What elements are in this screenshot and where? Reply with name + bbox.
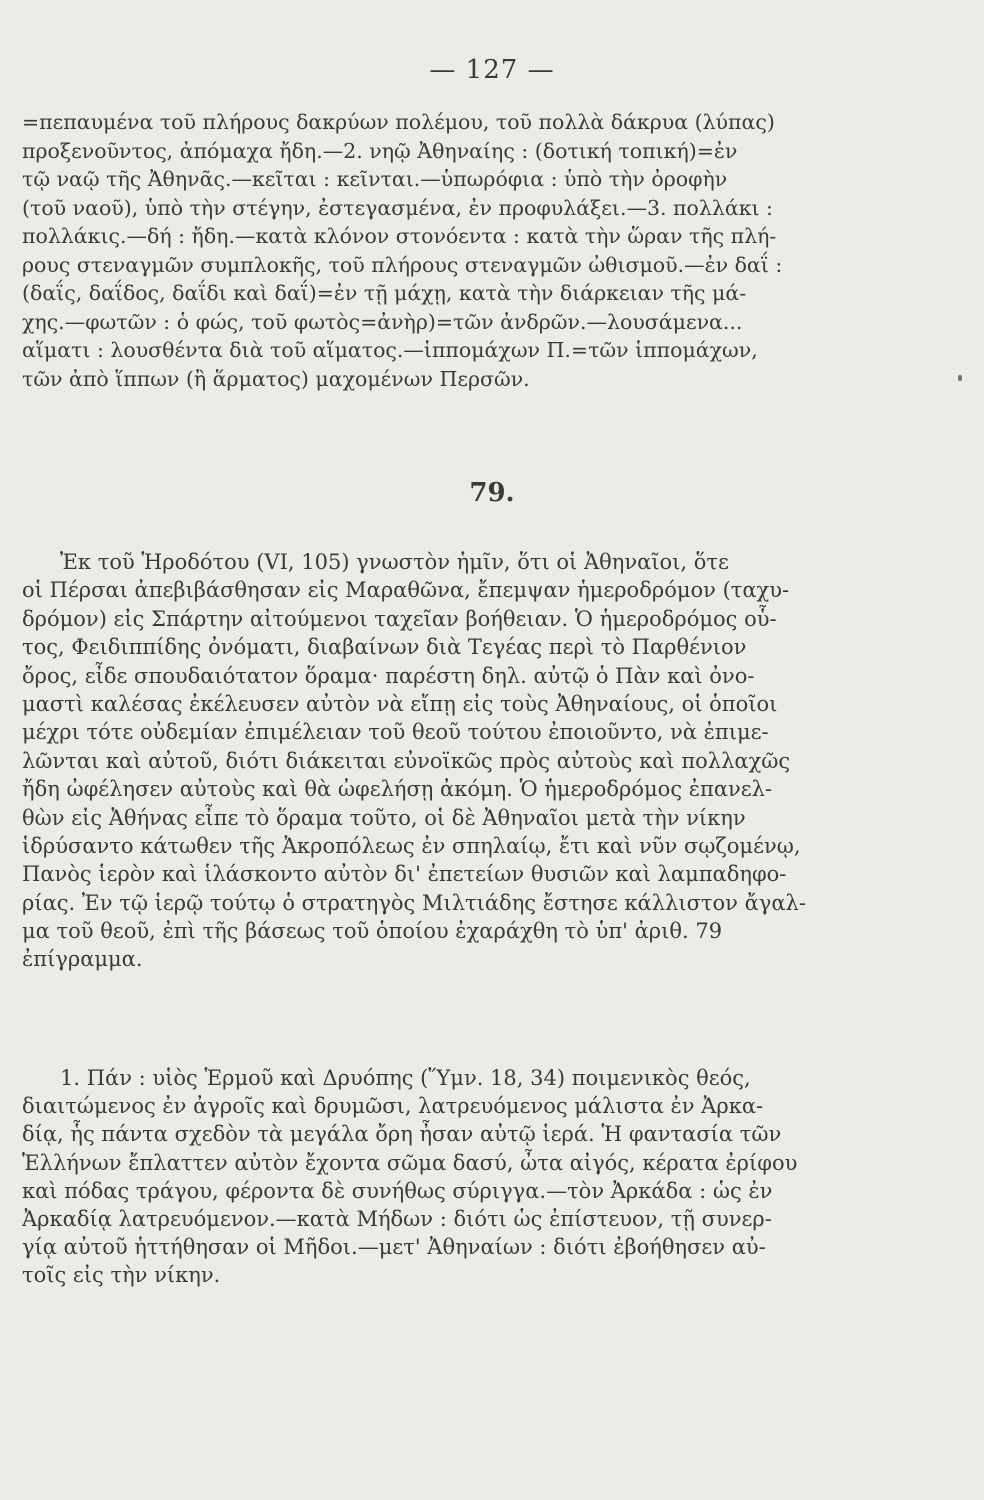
commentary-line: αἵματι : λουσθέντα διὰ τοῦ αἵματος.—ἱππομάχων Π.=τῶν ἱππομάχων, — [22, 338, 758, 362]
page-number: — 127 — — [429, 55, 555, 85]
note-line: Ἑλλήνων ἔπλαττεν αὐτὸν ἔχοντα σῶμα δασύ, ὦτα αἰγός, κέρατα ἐρίφου — [22, 1150, 798, 1175]
body-line: μέχρι τότε οὐδεμίαν ἐπιμέλειαν τοῦ θεοῦ τούτου ἐποιοῦντο, νὰ ἐπιμε- — [22, 720, 769, 745]
commentary-line: =πεπαυμένα τοῦ πλήρους δακρύων πολέμου, τοῦ πολλὰ δάκρυα (λύπας) — [22, 110, 775, 134]
note-line: καὶ πόδας τράγου, φέροντα δὲ συνήθως σύριγγα.—τὸν Ἀρκάδα : ὡς ἐν — [22, 1178, 773, 1203]
body-line: οἱ Πέρσαι ἀπεβιβάσθησαν εἰς Μαραθῶνα, ἔπεμψαν ἡμεροδρόμον (ταχυ- — [22, 578, 790, 603]
commentary-notes — [22, 108, 822, 393]
body-line: Πανὸς ἱερὸν καὶ ἱλάσκοντο αὐτὸν δι' ἐπετείων θυσιῶν καὶ λαμπαδηφο- — [22, 862, 787, 887]
body-line: ρίας. Ἐν τῷ ἱερῷ τούτῳ ὁ στρατηγὸς Μιλτιάδης ἔστησε κάλλιστον ἄγαλ- — [22, 890, 806, 915]
body-line: ἱδρύσαντο κάτωθεν τῆς Ἀκροπόλεως ἐν σπηλαίῳ, ἔτι καὶ νῦν σῳζομένῳ, — [22, 833, 801, 858]
note-line: γίᾳ αὐτοῦ ἡττήθησαν οἱ Μῆδοι.—μετ' Ἀθηναίων : διότι ἐβοήθησεν αὐ- — [22, 1235, 766, 1260]
commentary-line: (τοῦ ναοῦ), ὑπὸ τὴν στέγην, ἐστεγασμένα, ἐν προφυλάξει.—3. πολλάκι : — [22, 195, 773, 220]
body-line: ὄρος, εἶδε σπουδαιότατον ὅραμα· παρέστη δηλ. αὐτῷ ὁ Πὰν καὶ ὀνο- — [22, 663, 755, 688]
note-line: 1. Πάν : υἱὸς Ἑρμοῦ καὶ Δρυόπης (Ὕμν. 18, 34) ποιμενικὸς θεός, — [60, 1066, 751, 1090]
body-line: ἤδη ὠφέλησεν αὐτοὺς καὶ θὰ ὠφελήσῃ ἀκόμη. Ὁ ἡμεροδρόμος ἐπανελ- — [22, 777, 773, 802]
commentary-line: προξενοῦντος, ἀπόμαχα ἤδη.—2. νηῷ Ἀθηναίης : (δοτική τοπική)=ἐν — [22, 138, 738, 163]
body-line: θὼν εἰς Ἀθήνας εἶπε τὸ ὅραμα τοῦτο, οἱ δὲ Ἀθηναῖοι μετὰ τὴν νίκην — [22, 805, 746, 830]
body-paragraph — [22, 548, 822, 974]
body-line: λῶνται καὶ αὐτοῦ, διότι διάκειται εὐνοϊκῶς πρὸς αὐτοὺς καὶ πολλαχῶς — [22, 748, 791, 773]
commentary-line: τῶν ἀπὸ ἵππων (ἢ ἅρματος) μαχομένων Περσῶν. — [22, 366, 530, 391]
commentary-line: πολλάκις.—δή : ἤδη.—κατὰ κλόνον στονόεντα : κατὰ τὴν ὥραν τῆς πλή- — [22, 224, 777, 248]
footnotes — [22, 1064, 822, 1290]
note-line: διαιτώμενος ἐν ἀγροῖς καὶ δρυμῶσι, λατρευόμενος μάλιστα ἐν Ἀρκα- — [22, 1094, 764, 1119]
commentary-line: χης.—φωτῶν : ὁ φώς, τοῦ φωτὸς=ἀνὴρ)=τῶν ἀνδρῶν.—λουσάμενα... — [22, 309, 743, 334]
section-number: 79. — [469, 478, 515, 508]
commentary-line: τῷ ναῷ τῆς Ἀθηνᾶς.—κεῖται : κεῖνται.—ὑπωρόφια : ὑπὸ τὴν ὀροφὴν — [22, 167, 728, 191]
commentary-line: ρους στεναγμῶν συμπλοκῆς, τοῦ πλήρους στεναγμῶν ὠθισμοῦ.—ἐν δαΐ : — [22, 252, 783, 277]
body-line: δρόμον) εἰς Σπάρτην αἰτούμενοι ταχεῖαν βοήθειαν. Ὁ ἡμεροδρόμος οὗ- — [22, 606, 777, 631]
body-line: τος, Φειδιππίδης ὀνόματι, διαβαίνων διὰ Τεγέας περὶ τὸ Παρθένιον — [22, 635, 747, 660]
note-line: Ἀρκαδίᾳ λατρευόμενον.—κατὰ Μήδων : διότι ὡς ἐπίστευον, τῇ συνερ- — [22, 1206, 772, 1231]
body-line: Ἐκ τοῦ Ἡροδότου (VI, 105) γνωστὸν ἡμῖν, ὅτι οἱ Ἀθηναῖοι, ὅτε — [60, 550, 729, 574]
ink-speck — [958, 375, 962, 381]
commentary-line: (δαΐς, δαΐδος, δαΐδι καὶ δαΐ)=ἐν τῇ μάχῃ, κατὰ τὴν διάρκειαν τῆς μά- — [22, 281, 747, 305]
body-line: ἐπίγραμμα. — [22, 947, 143, 972]
note-line: τοῖς εἰς τὴν νίκην. — [22, 1263, 221, 1288]
body-line: μα τοῦ θεοῦ, ἐπὶ τῆς βάσεως τοῦ ὁποίου ἐχαράχθη τὸ ὑπ' ἀριθ. 79 — [22, 919, 723, 944]
body-line: μαστὶ καλέσας ἐκέλευσεν αὐτὸν νὰ εἴπῃ εἰς τοὺς Ἀθηναίους, οἱ ὁποῖοι — [22, 691, 778, 716]
note-line: δίᾳ, ἧς πάντα σχεδὸν τὰ μεγάλα ὄρη ἦσαν αὐτῷ ἱερά. Ἡ φαντασία τῶν — [22, 1122, 782, 1147]
